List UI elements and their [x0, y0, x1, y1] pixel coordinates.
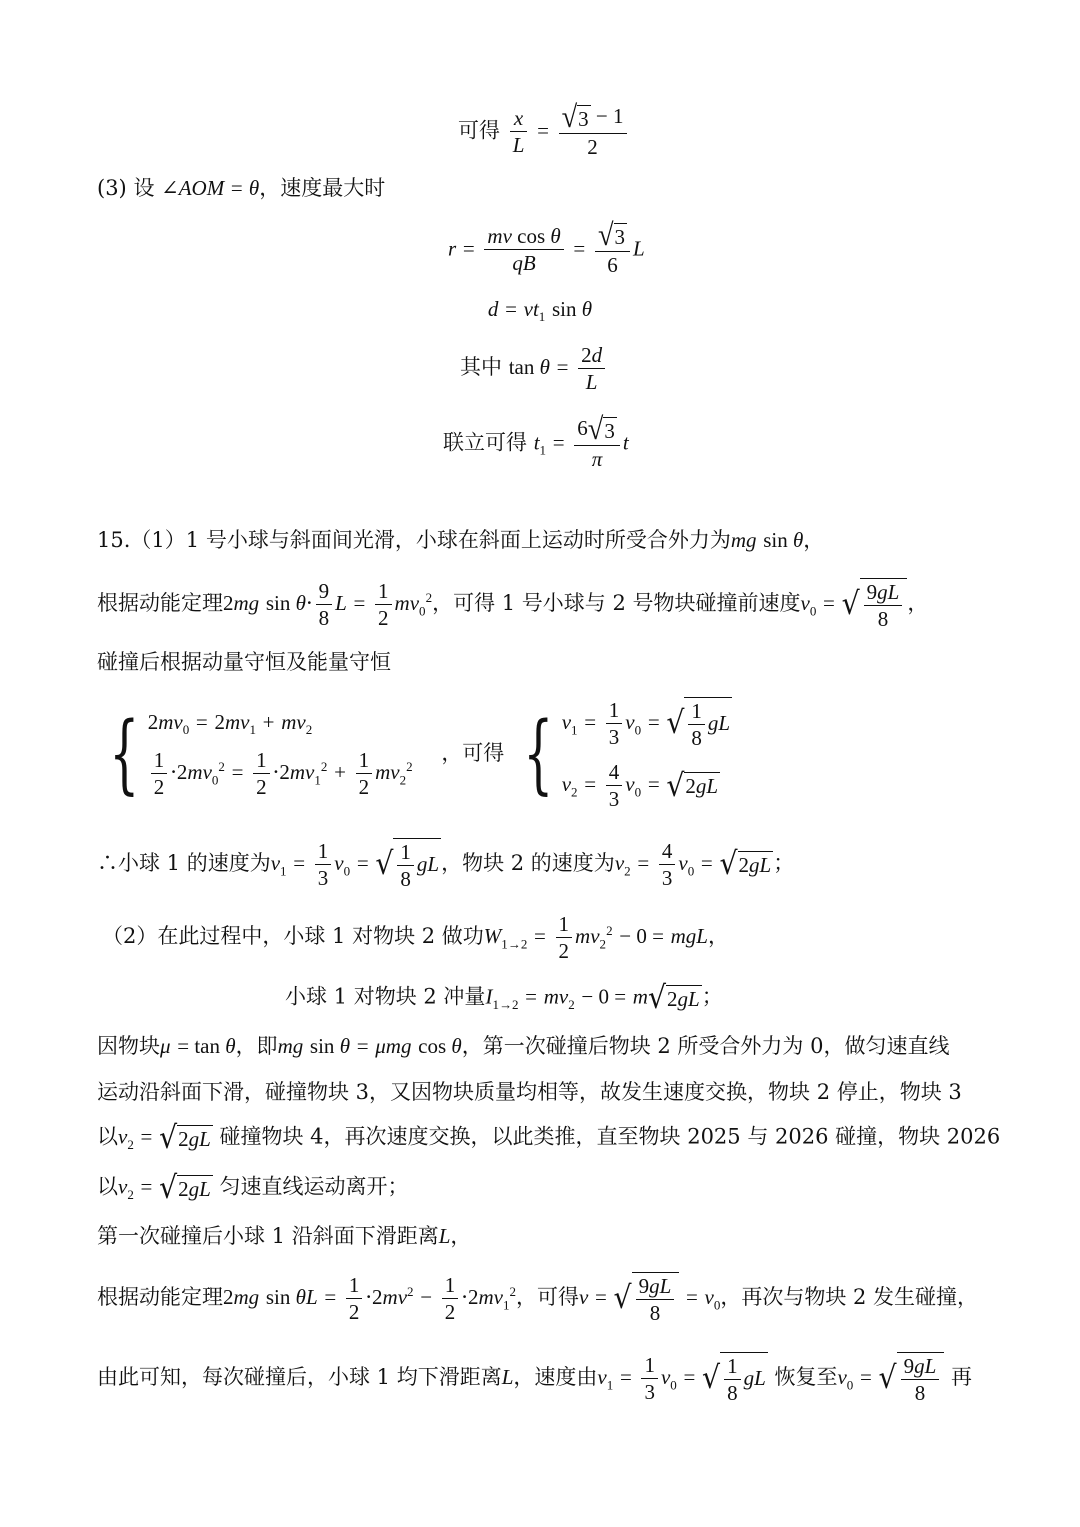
part3-when-label: 速度最大时: [280, 176, 386, 200]
part3-label: (3): [97, 176, 127, 200]
t1-equation: 联立可得 $t_1$ = $\frac{6√3}{\pi}$ t: [443, 412, 629, 472]
q15-line9: 以$v_2 = √2gL$ 碰撞物块 4，再次速度交换，以此类推，直至物块 2025 与 2026 碰撞，物块 2026: [97, 1119, 1001, 1156]
keyi-de-label: 可得: [458, 118, 500, 143]
q15-part1-label: （1）: [130, 528, 186, 552]
q15-line12: 根据动能定理2mg sin θL = $\frac{1}{2}$ $\cdot 2mv^2$ − $\frac{1}{2}$ $\cdot 2mv_1^2$，可得v = √ $\frac{9gL}{8}$ = $v_0$，再次与物块 2 发生碰撞，: [97, 1273, 979, 1326]
q15-line8: 运动沿斜面下滑，碰撞物块 3，又因物块质量均相等，故发生速度交换，物块 2 停止，物块 3: [97, 1080, 962, 1104]
q15-part2-label: （2）: [102, 924, 158, 949]
part2-result-line: 可得 $\frac{x}{L}$ = $\frac{√3 - 1}{2}$: [458, 104, 630, 160]
part3-she-label: 设: [133, 176, 155, 200]
q15-line6: 小球 1 对物块 2 冲量$I_{1\to 2} = mv_2 - 0 = m√2gL$；: [285, 979, 723, 1016]
q15-number: 15.: [97, 528, 131, 552]
q15-line1: 15.（1）1 号小球与斜面间光滑，小球在斜面上运动时所受合外力为mg sin θ，: [97, 528, 825, 552]
q15-line11: 第一次碰撞后小球 1 沿斜面下滑距离L，: [97, 1224, 472, 1248]
sqrt3-minus-1-over-2-fraction: $\frac{√3 - 1}{2}$: [559, 104, 627, 160]
x-over-l-fraction: $\frac{x}{L}$: [510, 106, 528, 157]
velocity-results: { $v_1$ = $\frac{1}{3}$ $v_0$ = √ $\frac{1}{8}$ gL $v_2$ = $\frac{4}{3}$ $v_0 = √2gL$: [523, 698, 731, 812]
qizhong-label: 其中: [460, 355, 502, 380]
q15-line13: 由此可知，每次碰撞后，小球 1 均下滑距离L，速度由$v_1$ = $\frac{1}{3}$ $v_0$ = √ $\frac{1}{8}$ gL 恢复至$v_0$ = √ $\frac{9gL}{8}$ 再: [97, 1353, 972, 1406]
q15-line5: （2）在此过程中，小球 1 对物块 2 做功$W_{1\to 2}$ = $\frac{1}{2}$ $mv_2^2 - 0$ = mgL，: [102, 912, 729, 964]
lianli-label: 联立可得: [443, 430, 527, 455]
distance-equation: $d = vt_1$ sin θ: [487, 297, 593, 325]
q15-line2: 根据动能定理2mg sin θ· $\frac{9}{8}$ L = $\frac{1}{2}$ $mv_0^2$，可得 1 号小球与 2 号物块碰撞前速度$v_0$ = √ $\frac{9gL}{8}$ ，: [97, 579, 929, 632]
conservation-system: { $2mv_0 = 2mv_1 + mv_2$ $\frac{1}{2}$ $\cdot 2mv_0^2$ = $\frac{1}{2}$ $\cdot 2mv_1^2$ + $\frac{1}{2}$ $mv_2^2$ ，可得 { $v_1$ = $\frac{1}{3}$ $v_0$ = √ $\frac{1}{8}$ gL $v_2$ = $\frac{4}{3}$ $v_0 = √2gL$: [97, 697, 732, 812]
q15-line7: 因物块μ = tan θ，即mg sin θ = μmg cos θ，第一次碰撞后物块 2 所受合外力为 0，做匀速直线: [97, 1034, 950, 1058]
part3-header-line: (3) 设 ∠AOM = θ，速度最大时: [97, 176, 386, 200]
q15-line10: 以$v_2 = √2gL$ 匀速直线运动离开；: [97, 1169, 409, 1206]
radius-equation: r = $\frac{\text{mv cos θ}}{qB}$ = $\frac{√3}{6}$ L: [448, 218, 645, 278]
momentum-energy-equations: { $2mv_0 = 2mv_1 + mv_2$ $\frac{1}{2}$ $\cdot 2mv_0^2$ = $\frac{1}{2}$ $\cdot 2mv_1^2$ + $\frac{1}{2}$ $mv_2^2$: [109, 703, 413, 804]
q15-line3: 碰撞后根据动量守恒及能量守恒: [97, 650, 391, 674]
angle-aom-expr: ∠AOM = θ: [161, 176, 260, 200]
tan-equation: 其中 tan θ = $\frac{2d}{L}$: [460, 343, 608, 394]
q15-line4: ∴小球 1 的速度为$v_1$ = $\frac{1}{3}$ $v_0$ = √ $\frac{1}{8}$ gL，物块 2 的速度为$v_2$ = $\frac{4}{3}$ $v_0 = √2gL$；: [97, 839, 795, 892]
